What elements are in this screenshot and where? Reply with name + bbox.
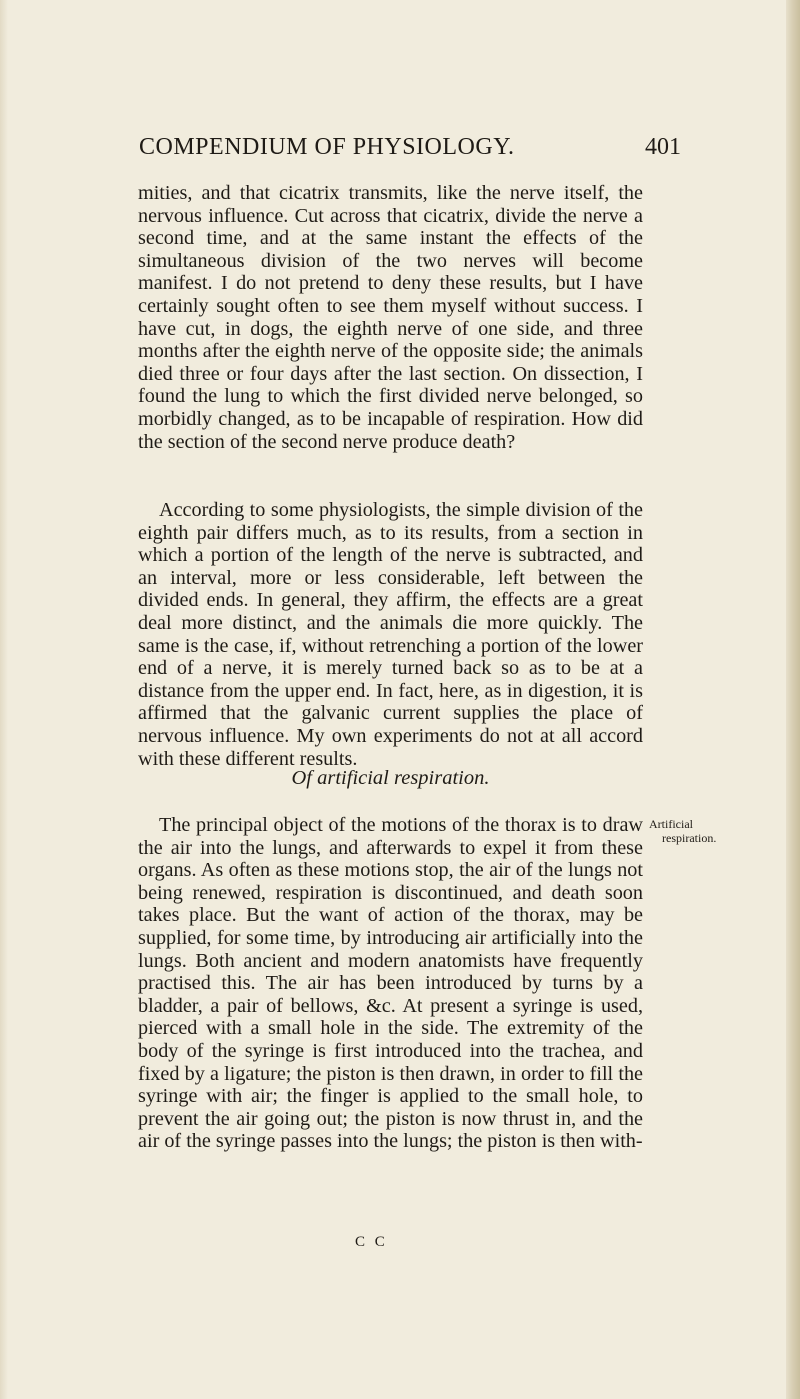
- margin-note-line-2: respiration.: [662, 831, 717, 845]
- section-heading: Of artificial respiration.: [291, 767, 490, 789]
- signature-mark: C C: [355, 1234, 388, 1250]
- paragraph-2: According to some physiologists, the simple division of the eighth pair differs much, as to its results, from a section in which a portion of the length of the nerve is subtracted, and an interval, more or less considerable, left between the divided ends. In general, they affirm, the effects are a great deal more distinct, and the animals die more quickly. The same is the case, if, without retrenching a portion of the lower end of a nerve, it is merely turned back so as to be at a distance from the upper end. In fact, here, as in digestion, it is affirmed that the galvanic current supplies the place of nervous influence. My own experiments do not at all accord with these different results.: [138, 499, 643, 770]
- page-number: 401: [645, 134, 681, 160]
- page-edge: [786, 0, 800, 1399]
- page-header: [139, 134, 681, 164]
- page-gutter-shadow: [0, 0, 8, 1399]
- margin-note-line-1: Artificial: [649, 817, 693, 831]
- margin-note: [649, 817, 729, 845]
- running-head: COMPENDIUM OF PHYSIOLOGY.: [139, 134, 515, 160]
- paragraph-3: The principal object of the motions of the thorax is to draw the air into the lungs, and afterwards to expel it from these organs. As often as these motions stop, the air of the lungs not being renewed, respiration is discontinued, and death soon takes place. But the want of action of the thorax, may be supplied, for some time, by introducing air artificially into the lungs. Both ancient and modern anatomists have frequently practised this. The air has been introduced by turns by a bladder, a pair of bellows, &c. At present a syringe is used, pierced with a small hole in the side. The extremity of the body of the syringe is first introduced into the trachea, and fixed by a ligature; the piston is then drawn, in order to fill the syringe with air; the finger is applied to the small hole, to prevent the air going out; the piston is now thrust in, and the air of the syringe passes into the lungs; the piston is then with-: [138, 814, 643, 1153]
- paragraph-1: mities, and that cicatrix transmits, like the nerve itself, the nervous influence. Cut across that cicatrix, divide the nerve a second time, and at the same instant the effects of the simultaneous division of the two nerves will become manifest. I do not pretend to deny these results, but I have certainly sought often to see them myself without success. I have cut, in dogs, the eighth nerve of one side, and three months after the eighth nerve of the opposite side; the animals died three or four days after the last section. On dissection, I found the lung to which the first divided nerve belonged, so morbidly changed, as to be incapable of respiration. How did the section of the second nerve produce death?: [138, 182, 643, 453]
